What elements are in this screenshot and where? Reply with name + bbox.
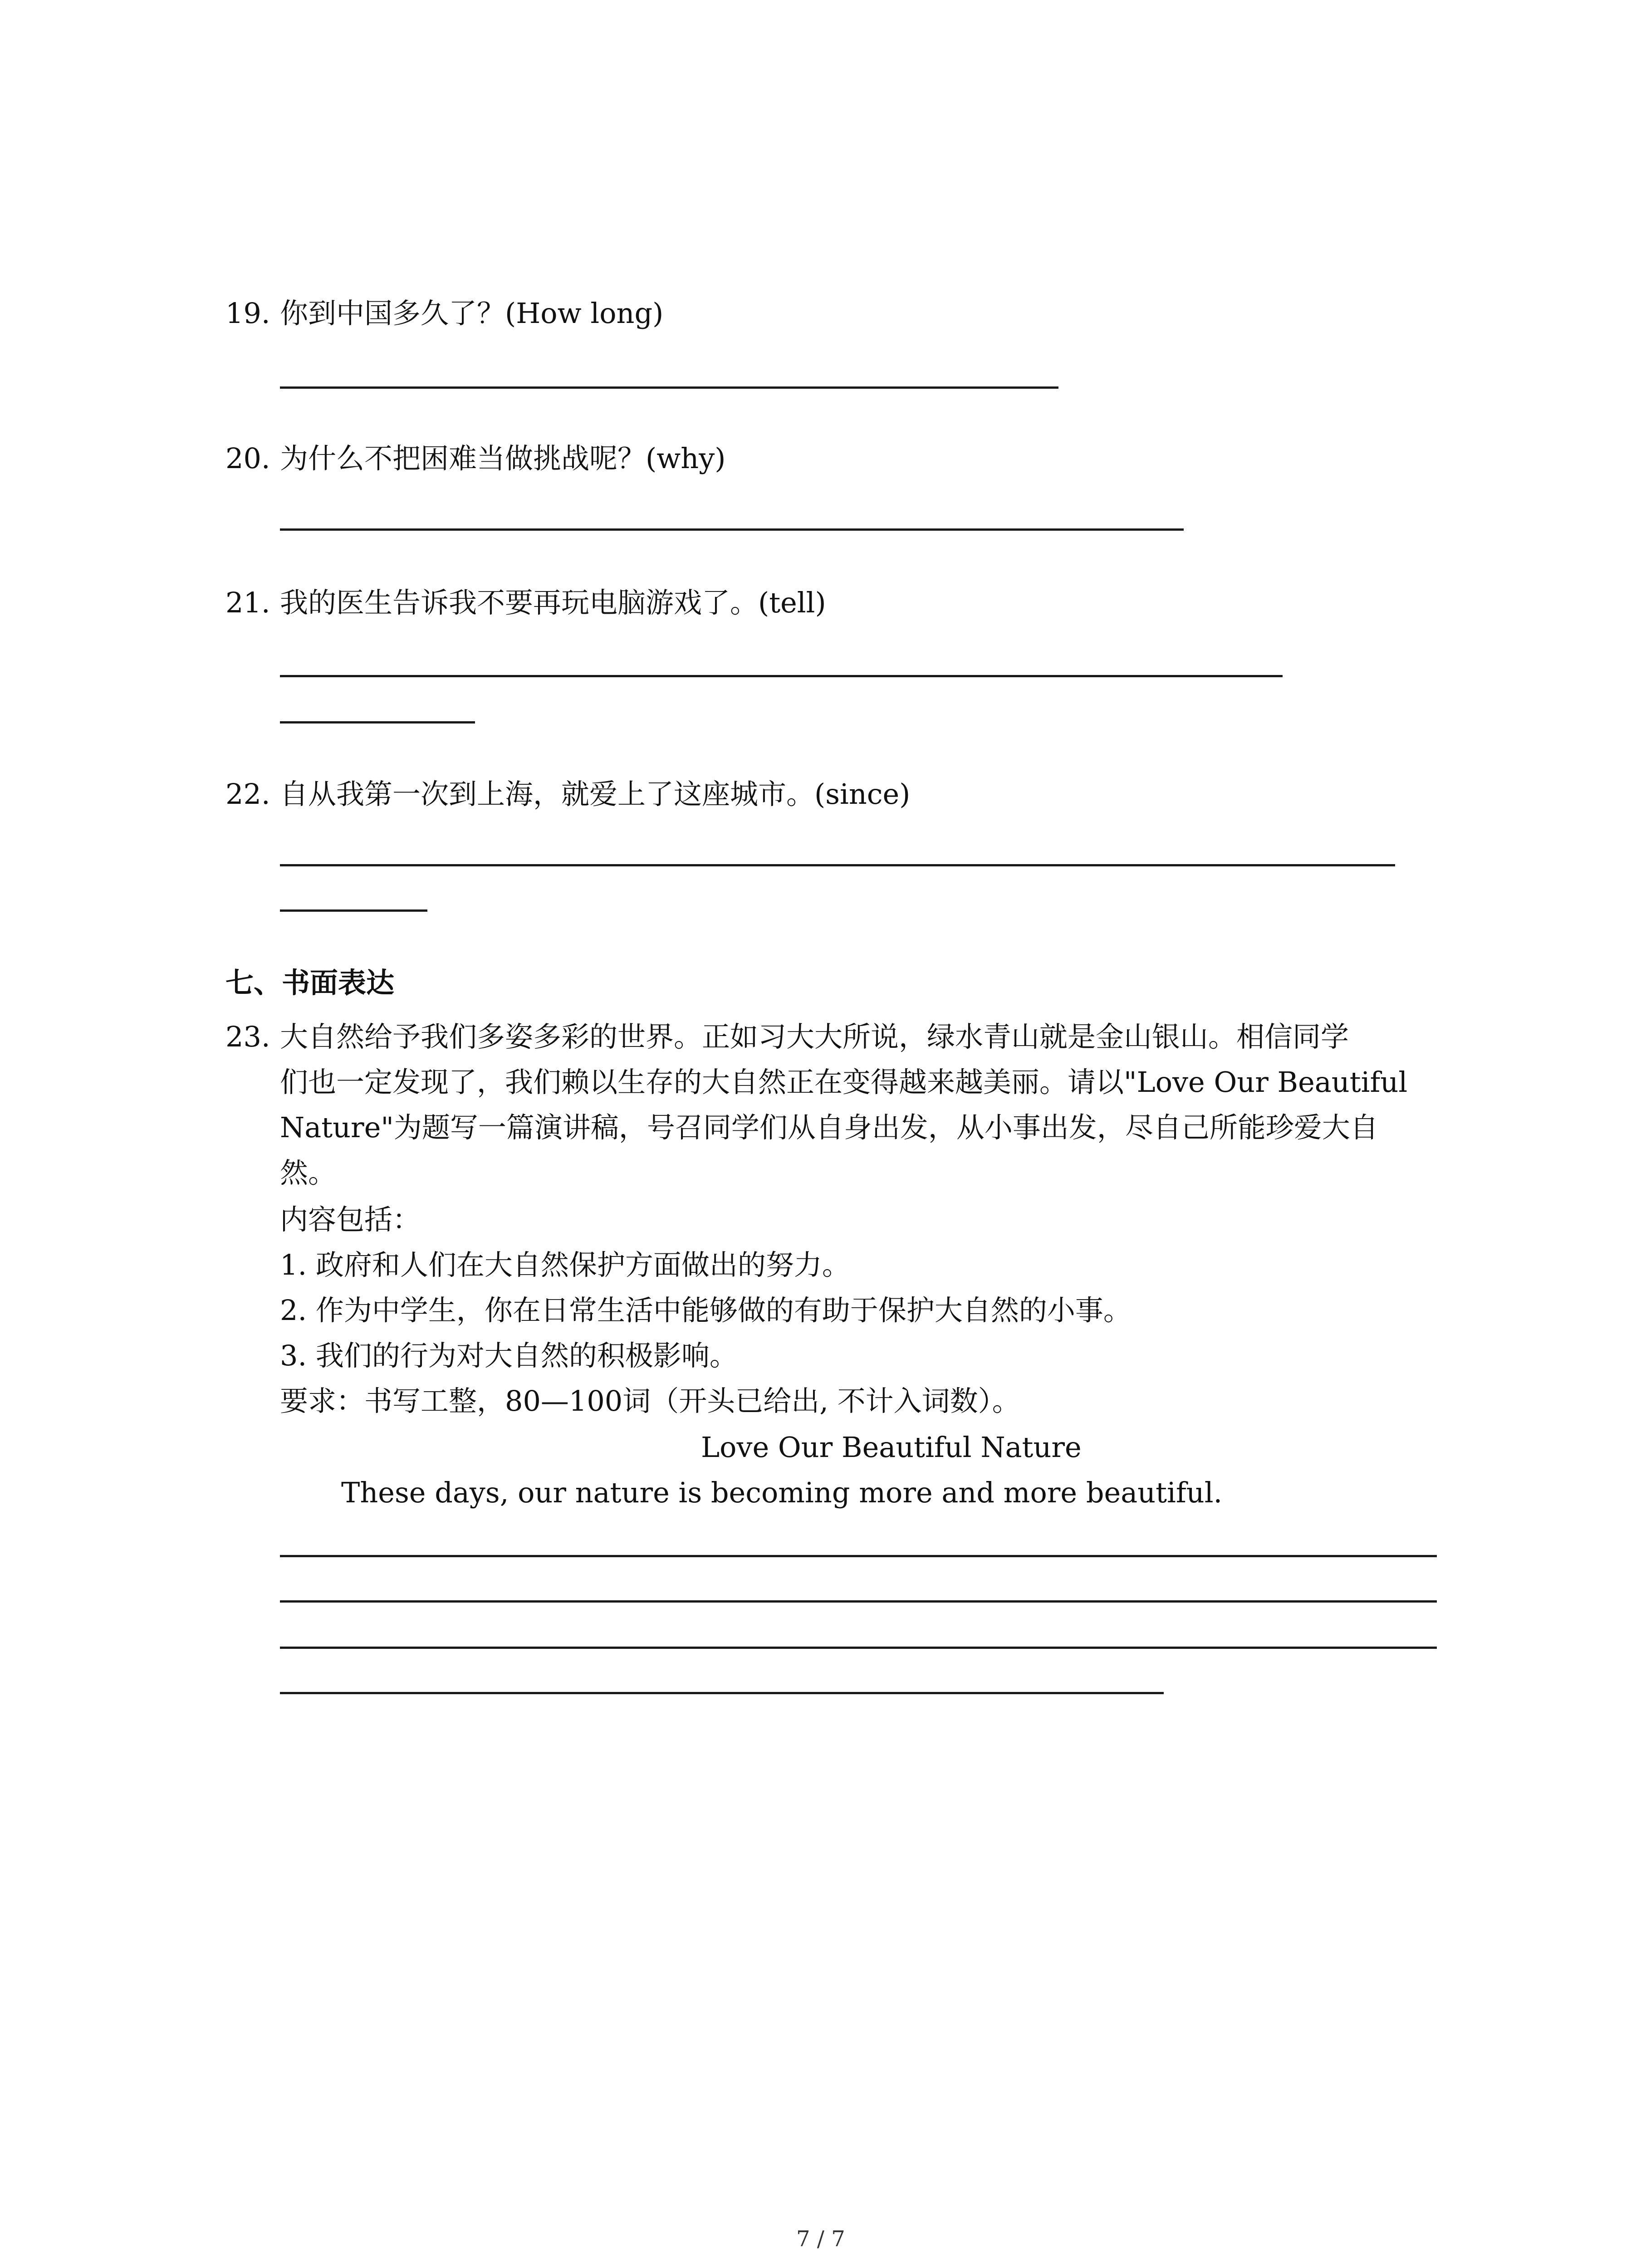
essay-line-3[interactable] — [280, 1647, 1437, 1649]
question-21-number: 21. — [225, 586, 270, 619]
content-item-3: 3. 我们的行为对大自然的积极影响。 — [280, 1339, 738, 1372]
requirements: 要求：书写工整，80—100词（开头已给出, 不计入词数）。 — [280, 1384, 1020, 1418]
question-22-number: 22. — [225, 777, 270, 811]
essay-opening: These days, our nature is becoming more and more beautiful. — [341, 1476, 1223, 1509]
answer-line-22a[interactable] — [280, 864, 1395, 866]
essay-line-2[interactable] — [280, 1600, 1437, 1603]
section-heading: 七、书面表达 — [225, 966, 395, 999]
question-19-text: 你到中国多久了？(How long) — [280, 297, 664, 330]
prompt-line-4: 然。 — [280, 1156, 337, 1189]
answer-line-20[interactable] — [280, 528, 1184, 531]
question-23-number: 23. — [225, 1020, 270, 1053]
answer-line-21b[interactable] — [280, 721, 475, 723]
essay-line-1[interactable] — [280, 1555, 1437, 1557]
page-number: 7 / 7 — [796, 2226, 845, 2252]
answer-line-19[interactable] — [280, 386, 1058, 389]
prompt-line-2: 们也一定发现了，我们赖以生存的大自然正在变得越来越美丽。请以"Love Our Beautiful — [280, 1066, 1408, 1099]
question-21-text: 我的医生告诉我不要再玩电脑游戏了。(tell) — [280, 586, 826, 619]
question-20-number: 20. — [225, 442, 270, 475]
essay-line-4[interactable] — [280, 1692, 1164, 1694]
content-item-1: 1. 政府和人们在大自然保护方面做出的努力。 — [280, 1248, 850, 1281]
answer-line-21a[interactable] — [280, 675, 1283, 677]
essay-title: Love Our Beautiful Nature — [701, 1431, 1082, 1464]
content-heading: 内容包括： — [280, 1203, 421, 1236]
content-item-2: 2. 作为中学生，你在日常生活中能够做的有助于保护大自然的小事。 — [280, 1294, 1132, 1327]
question-19-number: 19. — [225, 297, 270, 330]
prompt-line-1: 大自然给予我们多姿多彩的世界。正如习大大所说，绿水青山就是金山银山。相信同学 — [280, 1020, 1349, 1053]
question-20-text: 为什么不把困难当做挑战呢？(why) — [280, 442, 726, 475]
prompt-line-3: Nature"为题写一篇演讲稿，号召同学们从自身出发，从小事出发，尽自己所能珍爱大自 — [280, 1111, 1378, 1144]
question-22-text: 自从我第一次到上海，就爱上了这座城市。(since) — [280, 777, 911, 811]
answer-line-22b[interactable] — [280, 909, 427, 912]
